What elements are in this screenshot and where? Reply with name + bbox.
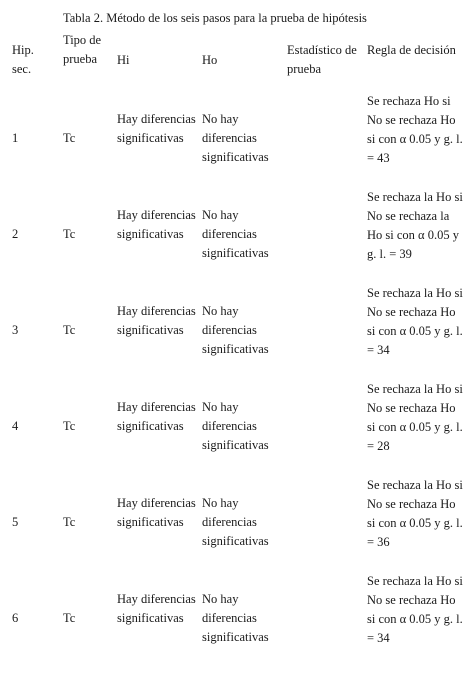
cell-hip: 2 bbox=[12, 227, 19, 241]
table-row bbox=[0, 382, 472, 478]
table-row bbox=[0, 574, 472, 670]
table-row bbox=[0, 190, 472, 286]
header-estadistico: Estadístico de prueba bbox=[287, 43, 357, 76]
cell-ho: No hay diferencias significativas bbox=[202, 496, 269, 548]
cell-regla: Se rechaza la Ho si No se rechaza Ho si con α 0.05 y g. l. = 34 bbox=[367, 574, 463, 645]
cell-ho: No hay diferencias significativas bbox=[202, 592, 269, 644]
cell-hip: 3 bbox=[12, 323, 19, 337]
cell-hi: Hay diferencias significativas bbox=[117, 112, 196, 145]
cell-regla: Se rechaza la Ho si No se rechaza Ho si con α 0.05 y g. l. = 34 bbox=[367, 286, 463, 357]
table-row bbox=[0, 286, 472, 382]
cell-tipo: Tc bbox=[63, 131, 76, 145]
header-hi: Hi bbox=[117, 53, 130, 67]
cell-hi: Hay diferencias significativas bbox=[117, 592, 196, 625]
table-row bbox=[0, 94, 472, 190]
cell-tipo: Tc bbox=[63, 323, 76, 337]
cell-hi: Hay diferencias significativas bbox=[117, 496, 196, 529]
cell-regla: Se rechaza la Ho si No se rechaza Ho si con α 0.05 y g. l. = 36 bbox=[367, 478, 463, 549]
cell-regla: Se rechaza la Ho si No se rechaza Ho si con α 0.05 y g. l. = 28 bbox=[367, 382, 463, 453]
table-row bbox=[0, 478, 472, 574]
cell-regla: Se rechaza Ho si No se rechaza Ho si con α 0.05 y g. l. = 43 bbox=[367, 94, 463, 165]
header-tipo-prueba: Tipo de prueba bbox=[63, 33, 102, 66]
cell-hip: 5 bbox=[12, 515, 19, 529]
cell-ho: No hay diferencias significativas bbox=[202, 400, 269, 452]
cell-hip: 6 bbox=[12, 611, 19, 625]
cell-tipo: Tc bbox=[63, 419, 76, 433]
cell-ho: No hay diferencias significativas bbox=[202, 208, 269, 260]
cell-hip: 4 bbox=[12, 419, 19, 433]
header-ho: Ho bbox=[202, 53, 218, 67]
cell-tipo: Tc bbox=[63, 611, 76, 625]
cell-hi: Hay diferencias significativas bbox=[117, 400, 196, 433]
cell-tipo: Tc bbox=[63, 515, 76, 529]
cell-hi: Hay diferencias significativas bbox=[117, 304, 196, 337]
cell-regla: Se rechaza la Ho si No se rechaza la Ho si con α 0.05 y g. l. = 39 bbox=[367, 190, 463, 261]
cell-hip: 1 bbox=[12, 131, 19, 145]
cell-hi: Hay diferencias significativas bbox=[117, 208, 196, 241]
header-regla-decision: Regla de decisión bbox=[367, 43, 456, 57]
cell-tipo: Tc bbox=[63, 227, 76, 241]
table-caption: Tabla 2. Método de los seis pasos para la prueba de hipótesis bbox=[63, 11, 367, 25]
cell-ho: No hay diferencias significativas bbox=[202, 112, 269, 164]
cell-ho: No hay diferencias significativas bbox=[202, 304, 269, 356]
header-hip-sec: Hip. sec. bbox=[12, 43, 34, 76]
